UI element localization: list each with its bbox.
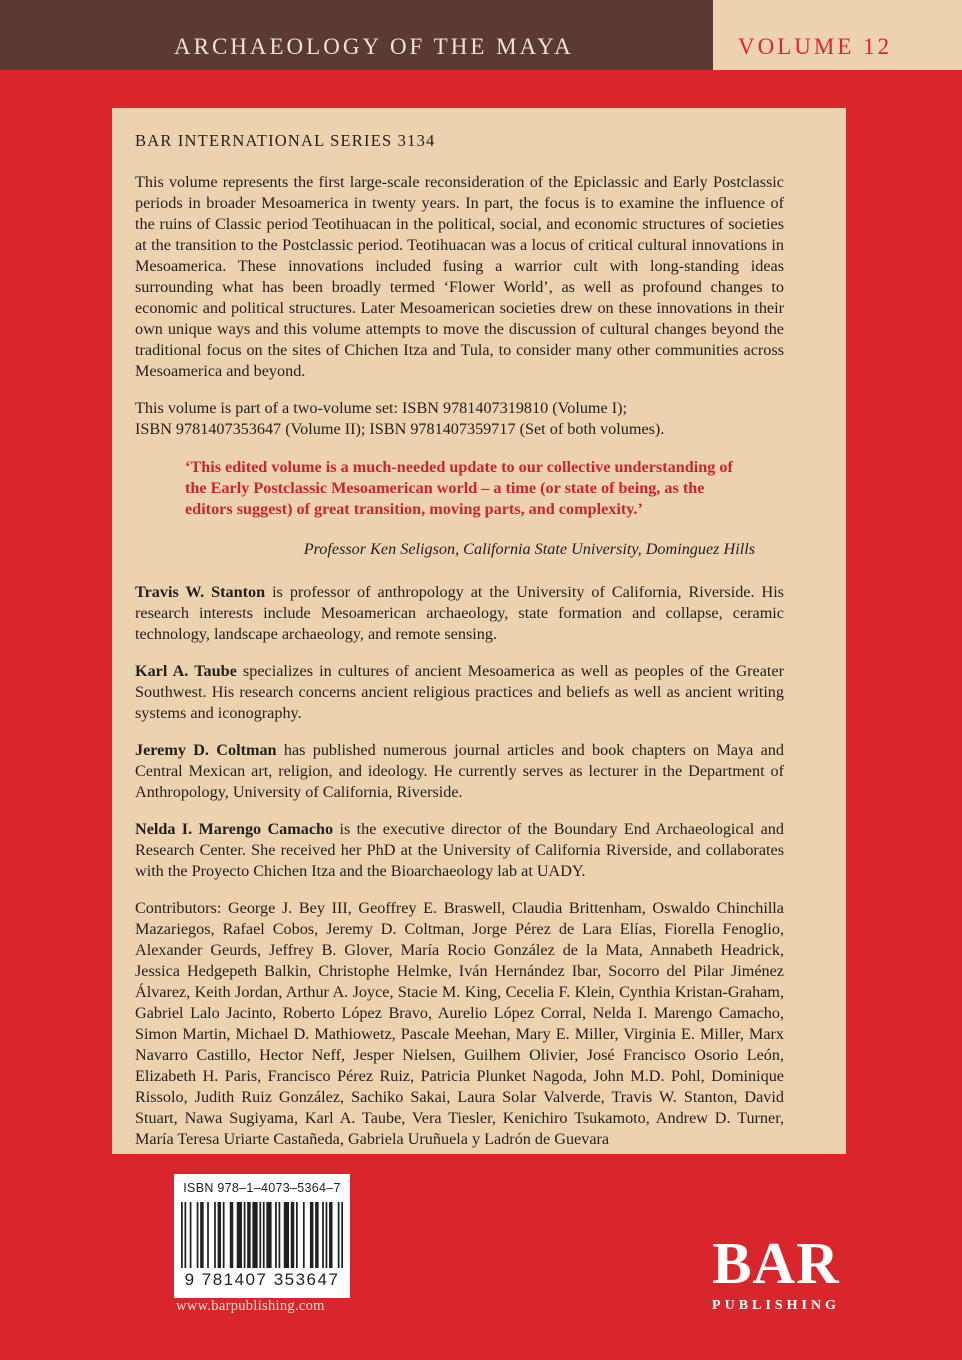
barcode-bar-14: [259, 1202, 261, 1268]
barcode-bar-17: [275, 1202, 277, 1268]
bio-name: Jeremy D. Coltman: [135, 741, 277, 759]
barcode-bar-13: [252, 1202, 257, 1268]
set-info-line-1: This volume is part of a two-volume set: ISBN 9781407319810 (Volume I);: [135, 399, 628, 417]
bio-paragraph: [135, 819, 784, 882]
bio-name: Travis W. Stanton: [135, 583, 266, 601]
bio-name: Karl A. Taube: [135, 662, 237, 680]
barcode-bar-1: [184, 1202, 186, 1268]
barcode-bar-11: [244, 1202, 246, 1268]
barcode-box: [174, 1174, 350, 1298]
bio-paragraph: [135, 740, 784, 803]
barcode-bar-9: [230, 1202, 233, 1268]
barcode-bar-5: [207, 1202, 209, 1268]
bar-logo-subtitle: PUBLISHING: [712, 1298, 840, 1313]
barcode-bar-22: [303, 1202, 305, 1268]
barcode-bar-21: [296, 1202, 298, 1268]
barcode-bar-29: [341, 1202, 343, 1268]
barcode-bar-27: [329, 1202, 332, 1268]
barcode-bar-10: [237, 1202, 242, 1268]
series-title: ARCHAEOLOGY OF THE MAYA: [174, 34, 574, 59]
barcode-bar-6: [214, 1202, 216, 1268]
bio-name: Nelda I. Marengo Camacho: [135, 820, 334, 838]
quote-attribution: Professor Ken Seligson, California State University, Dominguez Hills: [303, 540, 755, 558]
barcode-bar-2: [190, 1202, 192, 1268]
bio-text: is professor of anthropology at the University of California, Riverside. His research interests include Mesoamerican archaeology, state formation and collapse, ceramic technology, landscape archaeology, and remote sensing.: [135, 583, 784, 643]
back-cover-text: [135, 130, 784, 1150]
bar-logo: BAR: [712, 1230, 840, 1296]
isbn-text: ISBN 978–1–4073–5364–7: [183, 1181, 341, 1195]
barcode-bar-23: [310, 1202, 313, 1268]
barcode-digits: 9 781407 353647: [184, 1270, 340, 1289]
bio-text: is the executive director of the Boundary End Archaeological and Research Center. She received her PhD at the University of California Riverside, and collaborates with the Proyecto Chichen Itza and the Bioarchaeology lab at UADY.: [135, 820, 784, 880]
barcode-bar-8: [223, 1202, 225, 1268]
barcode-bar-7: [218, 1202, 221, 1268]
barcode-bar-15: [263, 1202, 265, 1268]
description-paragraph: This volume represents the first large-scale reconsideration of the Epiclassic and Early Postclassic periods in broader Mesoamerica in twenty years. In part, the focus is to examine the influence of the ruins of Classic period Teotihuacan in the political, social, and economic structures of societies at the transition to the Postclassic period. Teotihuacan was a locus of critical cultural innovations in Mesoamerica. These innovations included fusing a warrior cult with long-standing ideas surrounding what has been broadly termed ‘Flower World’, as well as profound changes to economic and political structures. Later Mesoamerican societies drew on these innovations in their own unique ways and this volume attempts to move the discussion of cultural changes beyond the traditional focus on the sites of Chichen Itza and Tula, to consider many other communities across Mesoamerica and beyond.: [135, 173, 784, 380]
barcode-bar-4: [200, 1202, 203, 1268]
barcode-bar-19: [284, 1202, 289, 1268]
bio-text: specializes in cultures of ancient Mesoamerica as well as peoples of the Greater Southwest. His research concerns ancient religious practices and beliefs as well as ancient writing systems and iconography.: [135, 662, 784, 722]
barcode-bar-28: [338, 1202, 340, 1268]
set-info-line-2: ISBN 9781407353647 (Volume II); ISBN 9781407359717 (Set of both volumes).: [135, 420, 665, 438]
contributors-list: Contributors: George J. Bey III, Geoffrey E. Braswell, Claudia Brittenham, Oswaldo Chinchilla Mazariegos, Rafael Cobos, Jeremy D. Coltman, Jorge Pérez de Lara Elías, Fiorella Fenoglio, Alexander Geurds, Jeffrey B. Glover, María Rocio González de la Mata, Annabeth Headrick, Jessica Hedgepeth Balkin, Christophe Helmke, Iván Hernández Ibar, Socorro del Pilar Jiménez Álvarez, Keith Jordan, Arthur A. Joyce, Stacie M. King, Cecelia F. Klein, Cynthia Kristan-Graham, Gabriel Lalo Jacinto, Roberto López Bravo, Aurelio López Corral, Nelda I. Marengo Camacho, Simon Martin, Michael D. Mathiowetz, Pascale Meehan, Mary E. Miller, Virginia E. Miller, Marx Navarro Castillo, Hector Neff, Jesper Nielsen, Guilhem Olivier, José Francisco Osorio León, Elizabeth H. Paris, Francisco Pérez Ruiz, Patricia Plunket Nagoda, John M.D. Pohl, Dominique Rissolo, Judith Ruiz González, Sachiko Sakai, Laura Solar Valverde, Travis W. Stanton, David Stuart, Nawa Sugiyama, Karl A. Taube, Vera Tiesler, Kenichiro Tsukamoto, Andrew D. Turner, María Teresa Uriarte Castañeda, Gabriela Uruñuela y Ladrón de Guevara: [135, 899, 784, 1148]
set-info: [135, 398, 784, 440]
barcode-bar-26: [326, 1202, 328, 1268]
volume-label: VOLUME 12: [738, 34, 893, 59]
barcode-bar-24: [315, 1202, 318, 1268]
barcode-icon: [181, 1202, 343, 1268]
bio-paragraph: [135, 661, 784, 724]
barcode-bar-12: [247, 1202, 250, 1268]
barcode-bar-18: [279, 1202, 281, 1268]
barcode-bar-0: [181, 1202, 183, 1268]
barcode-bar-25: [322, 1202, 324, 1268]
bio-paragraph: [135, 582, 784, 645]
barcode-bar-16: [266, 1202, 271, 1268]
bio-text: has published numerous journal articles and book chapters on Maya and Central Mexican art, religion, and ideology. He currently serves as lecturer in the Department of Anthropology, University of California, Riverside.: [135, 741, 784, 801]
publisher-website: www.barpublishing.com: [176, 1298, 325, 1314]
series-number: BAR INTERNATIONAL SERIES 3134: [135, 131, 436, 150]
review-quote: ‘This edited volume is a much-needed update to our collective understanding of the Early Postclassic Mesoamerican world – a time (or state of being, as the editors suggest) of great transition, moving parts, and complexity.’: [185, 458, 733, 518]
barcode-bar-20: [291, 1202, 294, 1268]
barcode-bar-3: [197, 1202, 199, 1268]
